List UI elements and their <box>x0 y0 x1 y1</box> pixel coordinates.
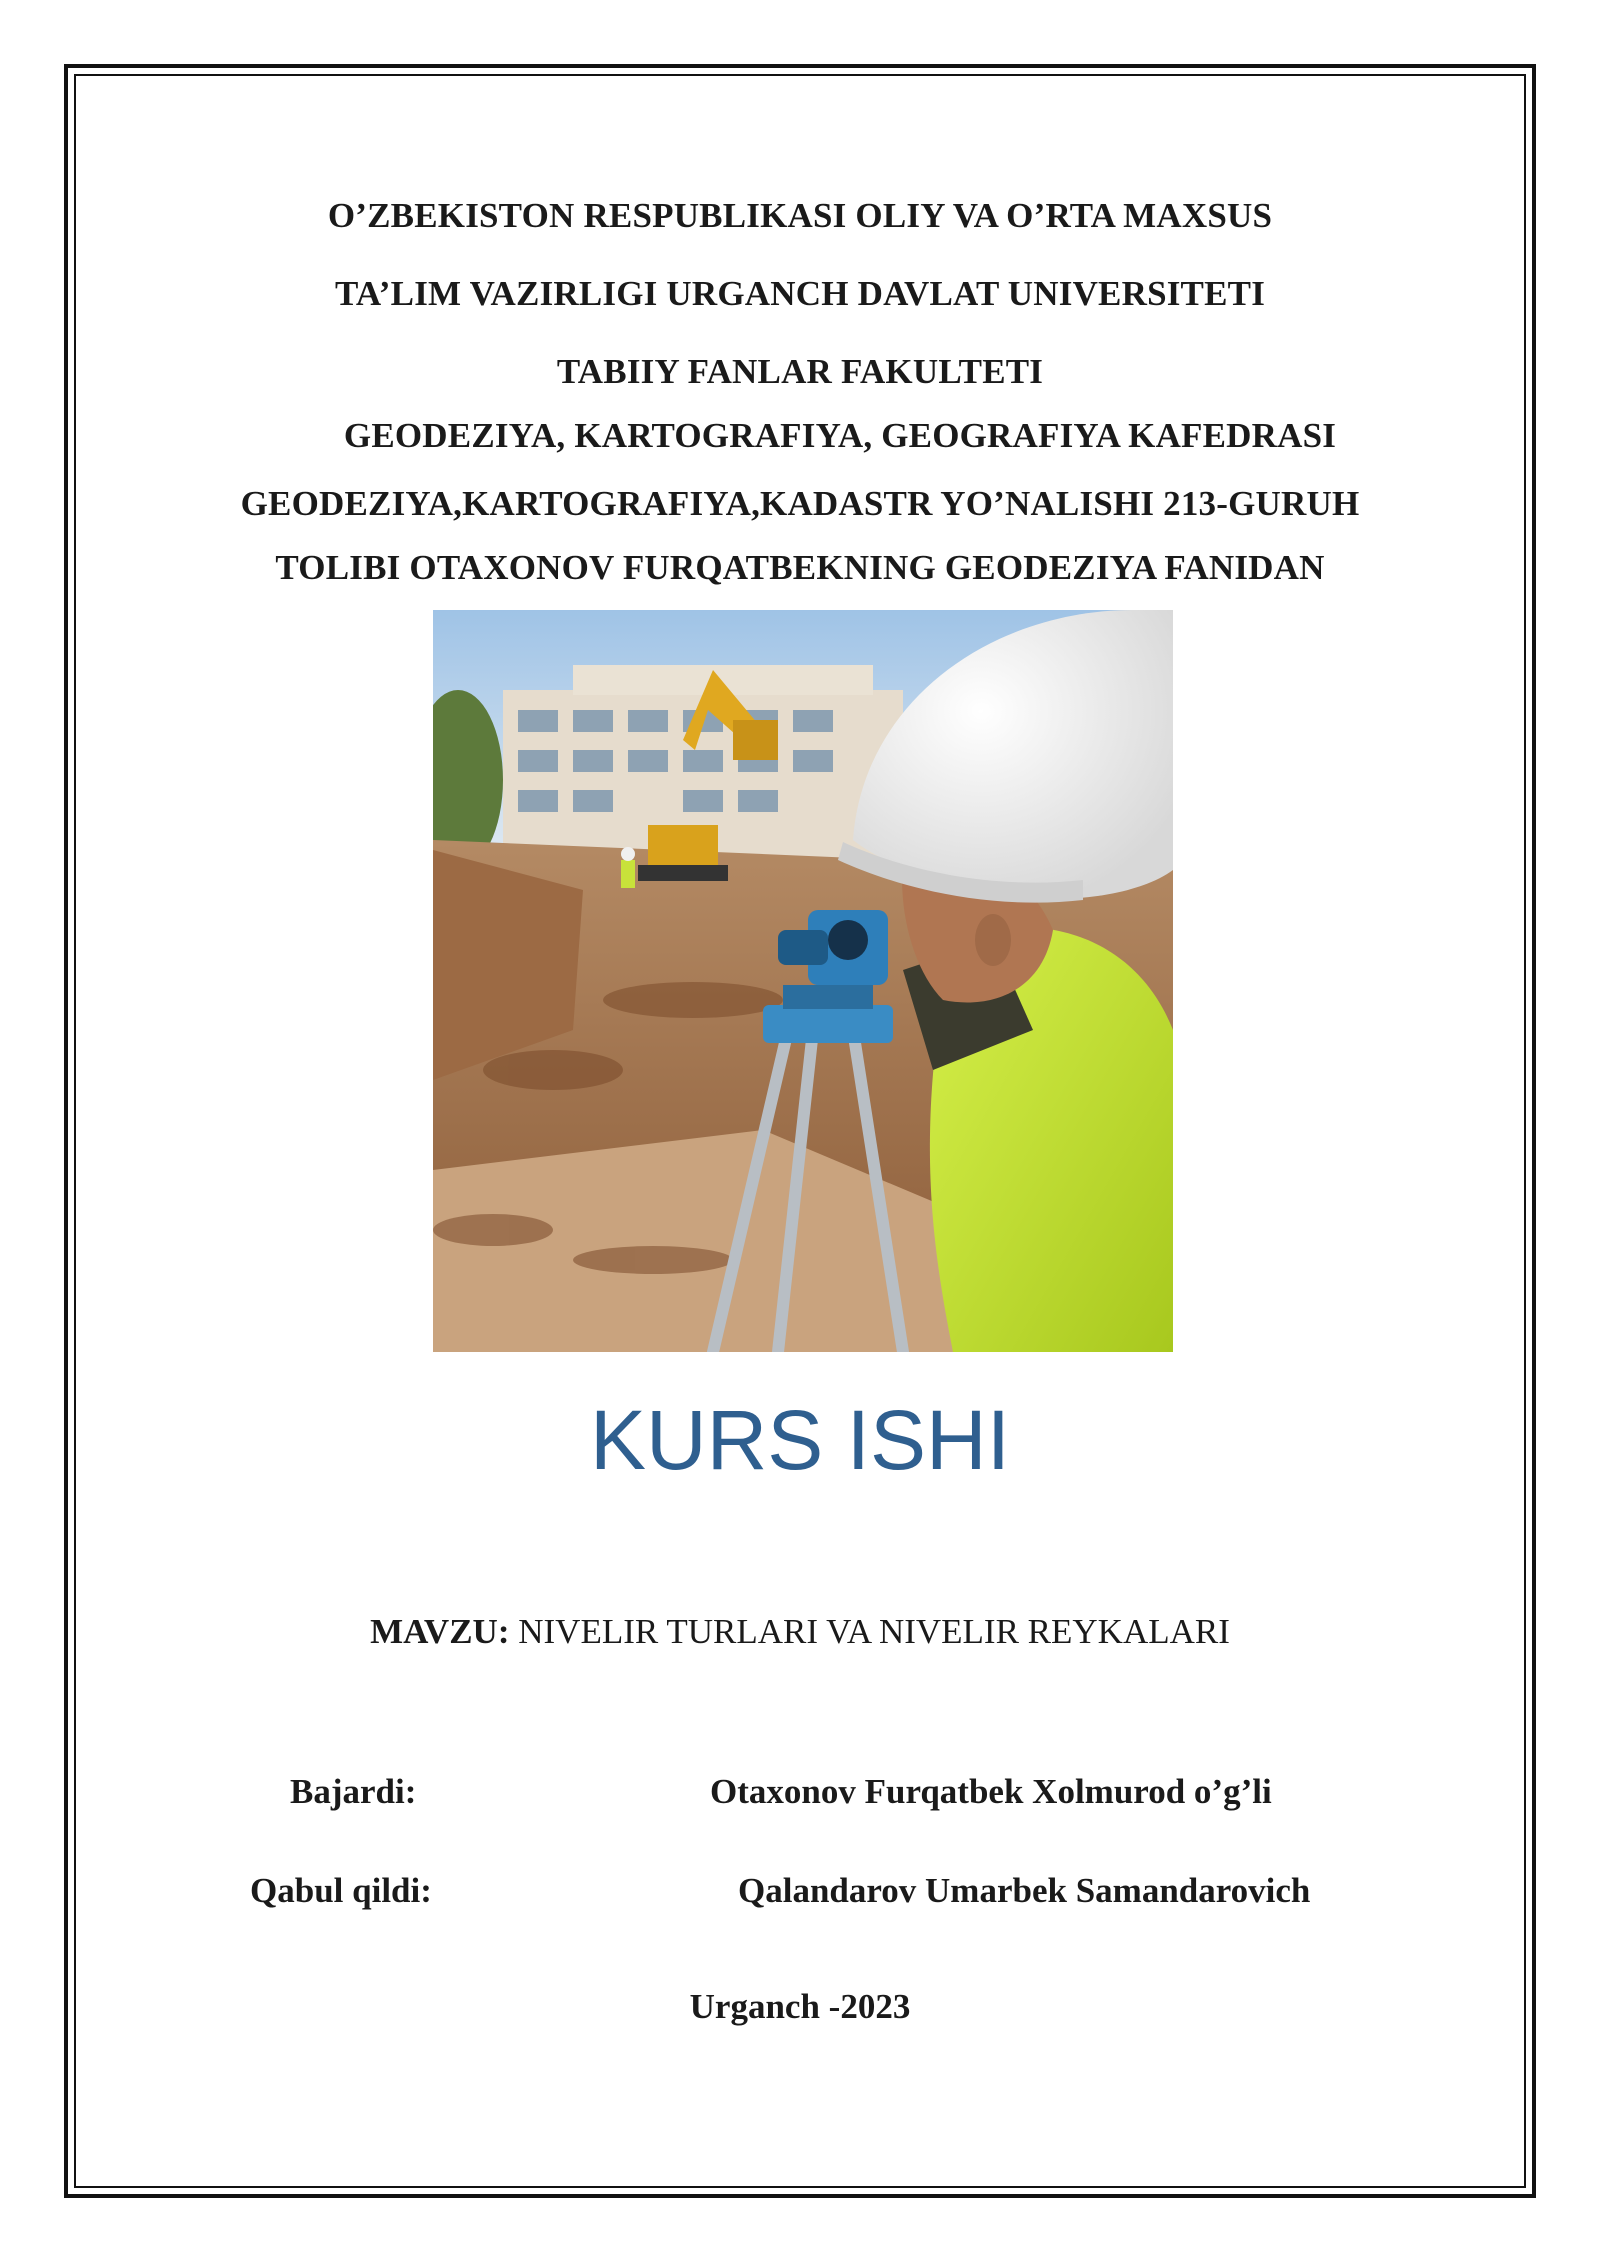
header-line-4: GEODEZIYA, KARTOGRAFIYA, GEOGRAFIYA KAFEDRASI <box>343 416 1337 455</box>
performer-name: Otaxonov Furqatbek Xolmurod o’g’li <box>710 1772 1272 1811</box>
topic-line <box>0 1612 1600 1652</box>
header-line-2: TA’LIM VAZIRLIGI URGANCH DAVLAT UNIVERSITETI <box>334 274 1266 313</box>
header-line-1: O’ZBEKISTON RESPUBLIKASI OLIY VA O’RTA MAXSUS <box>327 196 1273 235</box>
topic-label: MAVZU: <box>370 1612 510 1651</box>
header-line-5: GEODEZIYA,KARTOGRAFIYA,KADASTR YO’NALISHI 213-GURUH <box>240 484 1360 523</box>
header-line-6: TOLIBI OTAXONOV FURQATBEKNING GEODEZIYA FANIDAN <box>275 548 1325 587</box>
topic-value: NIVELIR TURLARI VA NIVELIR REYKALARI <box>518 1612 1230 1651</box>
reviewer-label: Qabul qildi: <box>250 1871 432 1910</box>
document-title: KURS ISHI <box>589 1393 1011 1487</box>
performer-label: Bajardi: <box>290 1772 417 1811</box>
reviewer-name: Qalandarov Umarbek Samandarovich <box>738 1871 1311 1910</box>
header-line-3: TABIIY FANLAR FAKULTETI <box>556 352 1044 391</box>
city-year: Urganch -2023 <box>689 1987 911 2026</box>
surveyor-photo <box>433 610 1173 1352</box>
